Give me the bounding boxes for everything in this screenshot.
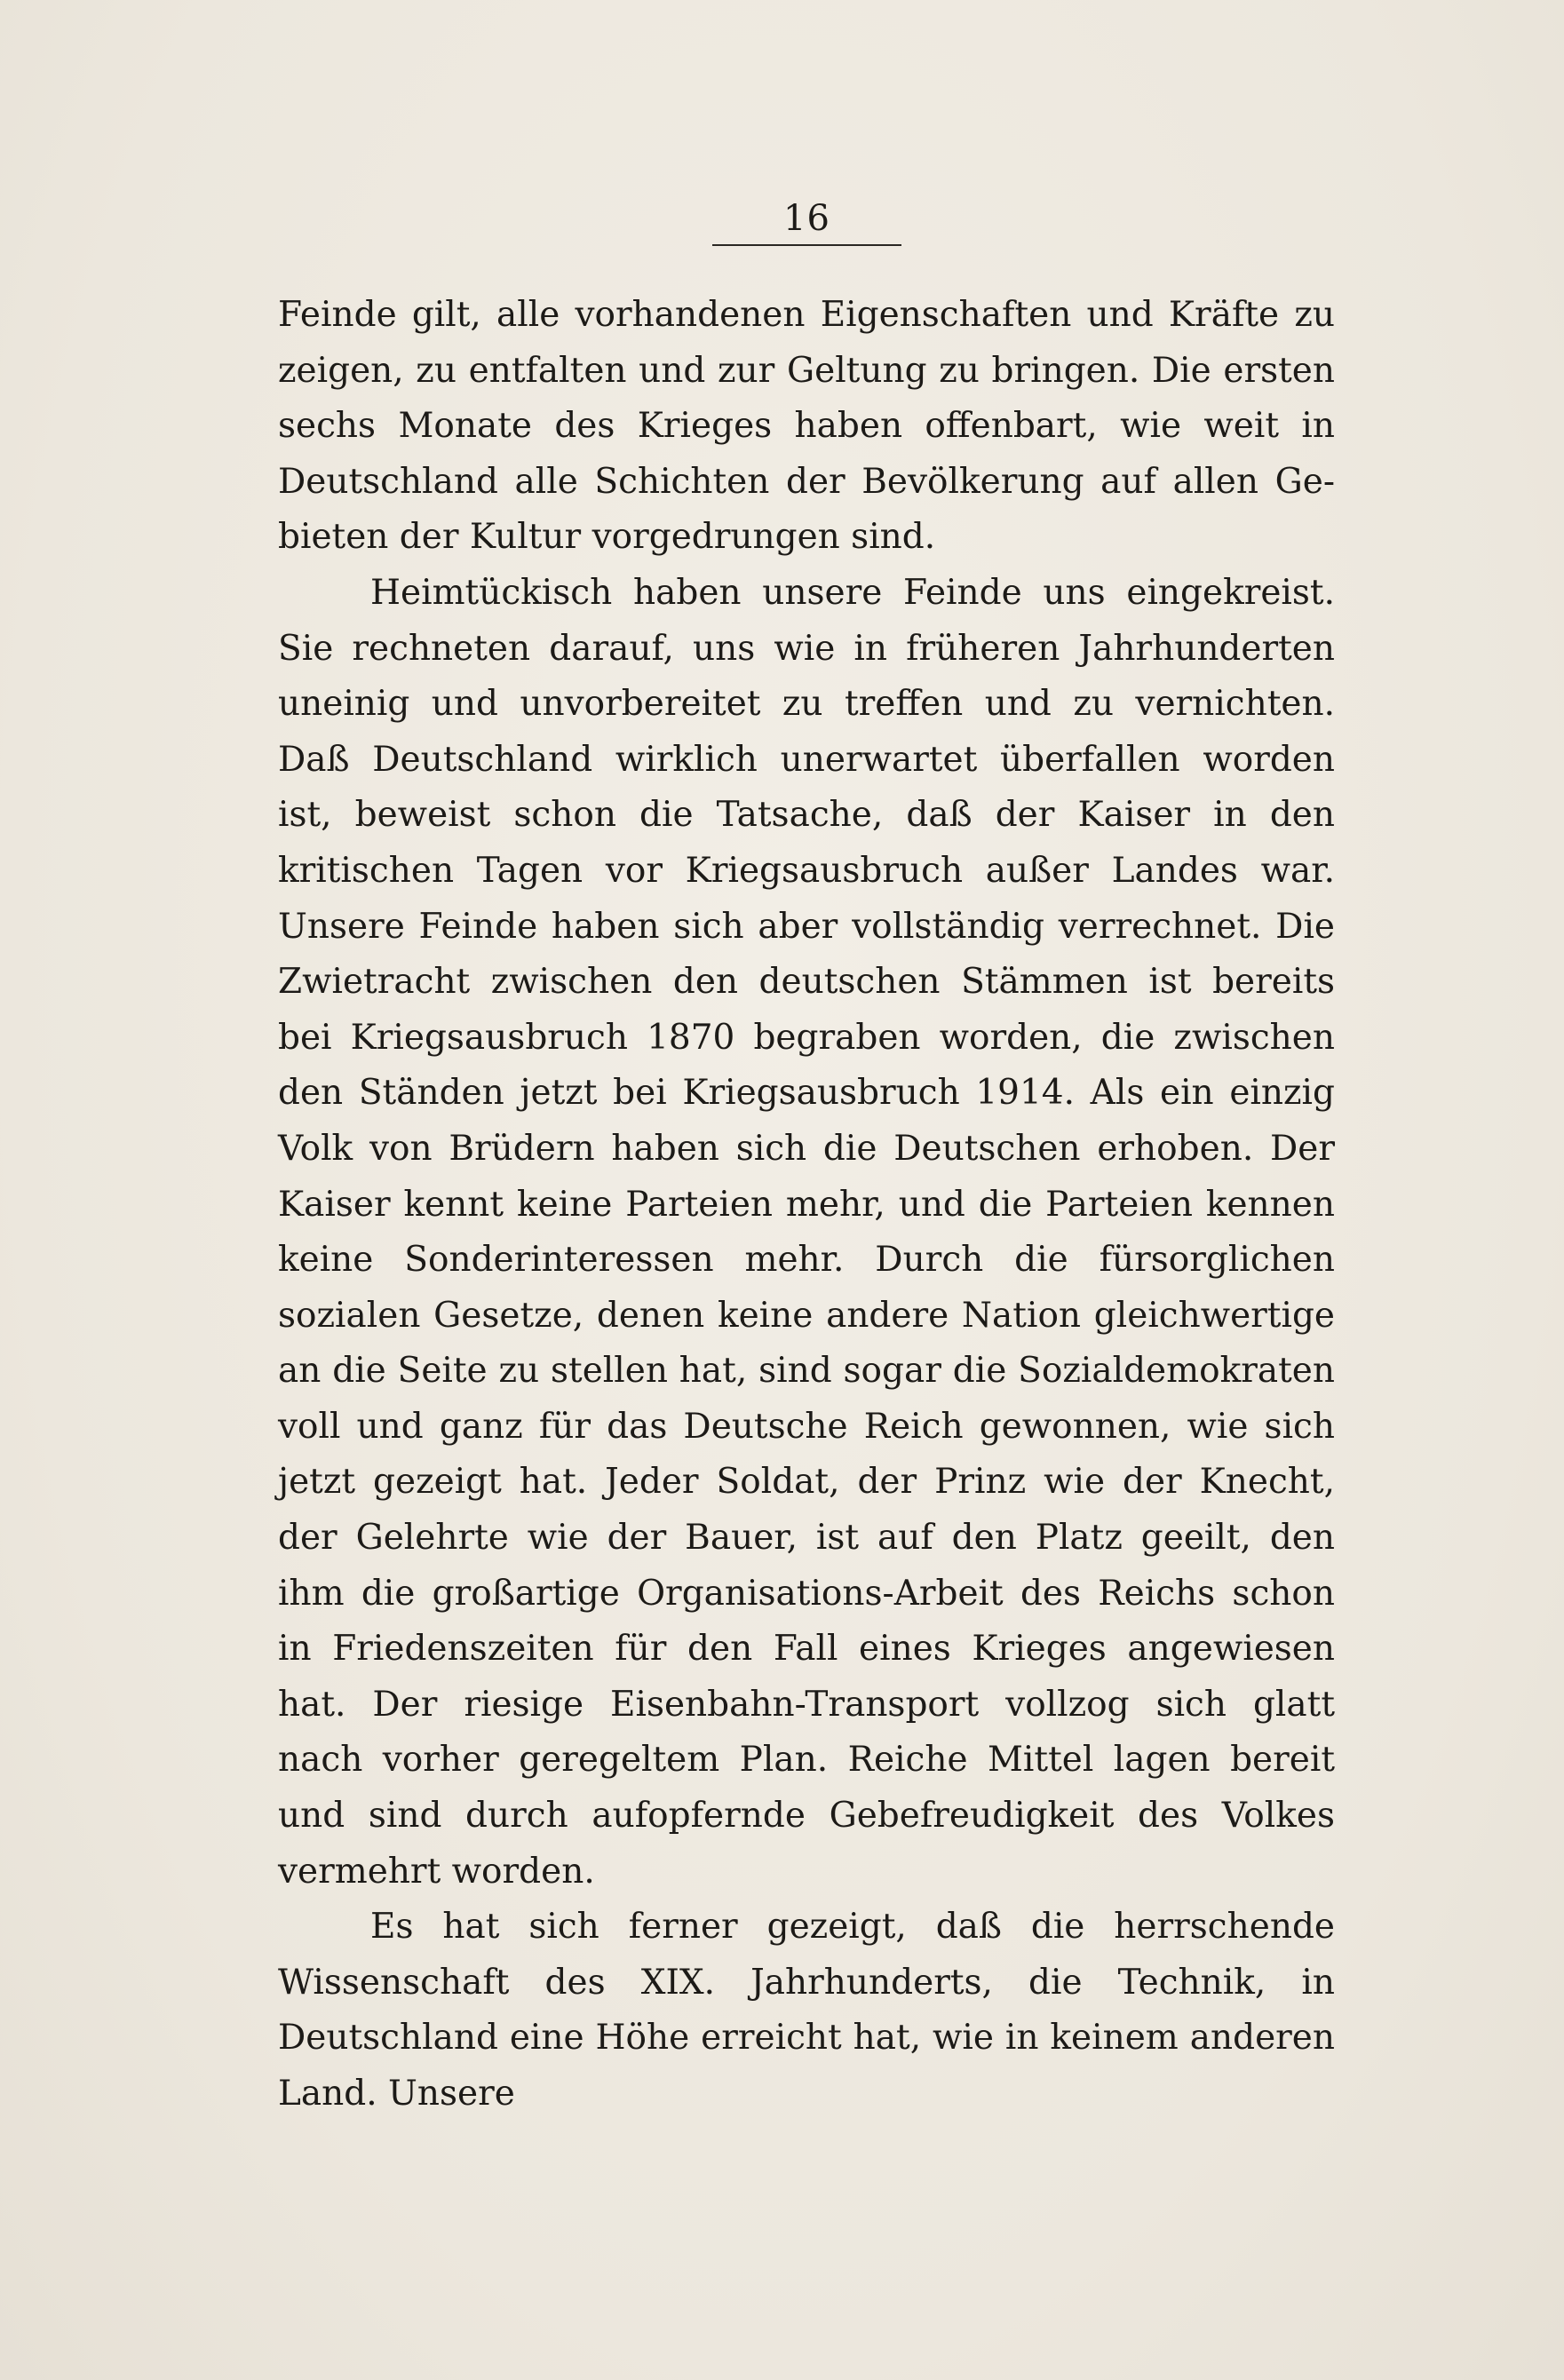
- body-text: [278, 288, 1335, 2122]
- paragraph-2: Heimtückisch haben unsere Feinde uns eingekreist. Sie rechneten darauf, uns wie in früheren Jahrhunderten uneinig und unvorbereitet zu treffen und zu vernichten. Daß Deutschland wirklich unerwartet überfallen worden ist, beweist schon die Tatsache, daß der Kaiser in den kritischen Tagen vor Kriegsausbruch außer Landes war. Unsere Feinde haben sich aber vollständig verrechnet. Die Zwietracht zwischen den deutschen Stämmen ist bereits bei Kriegsausbruch 1870 begraben worden, die zwischen den Ständen jetzt bei Kriegsausbruch 1914. Als ein einzig Volk von Brüdern haben sich die Deutschen erhoben. Der Kaiser kennt keine Parteien mehr, und die Parteien kennen keine Sonderinteressen mehr. Durch die fürsorglichen sozialen Gesetze, denen keine andere Nation gleichwertige an die Seite zu stellen hat, sind sogar die Sozialdemokraten voll und ganz für das Deutsche Reich gewonnen, wie sich jetzt gezeigt hat. Jeder Soldat, der Prinz wie der Knecht, der Gelehrte wie der Bauer, ist auf den Platz geeilt, den ihm die großartige Organisations-Arbeit des Reichs schon in Friedenszeiten für den Fall eines Krieges angewiesen hat. Der riesige Eisenbahn-Transport vollzog sich glatt nach vorher geregeltem Plan. Reiche Mittel lagen bereit und sind durch aufopfernde Gebefreudigkeit des Volkes vermehrt worden.: [278, 572, 1335, 1892]
- paragraph-1: Feinde gilt, alle vorhandenen Eigenschaften und Kräfte zu zeigen, zu entfalten und zur Geltung zu bringen. Die ersten sechs Monate des Krieges haben offenbart, wie weit in Deutschland alle Schichten der Bevölkerung auf allen Gebieten der Kultur vorgedrungen sind.: [278, 295, 1335, 558]
- paragraph-3: Es hat sich ferner gezeigt, daß die herrschende Wissenschaft des XIX. Jahrhunderts, die Technik, in Deutschland eine Höhe erreicht hat, wie in keinem anderen Land. Unsere: [278, 1907, 1335, 2114]
- page-header: [712, 197, 901, 246]
- header-rule: [712, 244, 901, 246]
- page-number: 16: [783, 198, 830, 239]
